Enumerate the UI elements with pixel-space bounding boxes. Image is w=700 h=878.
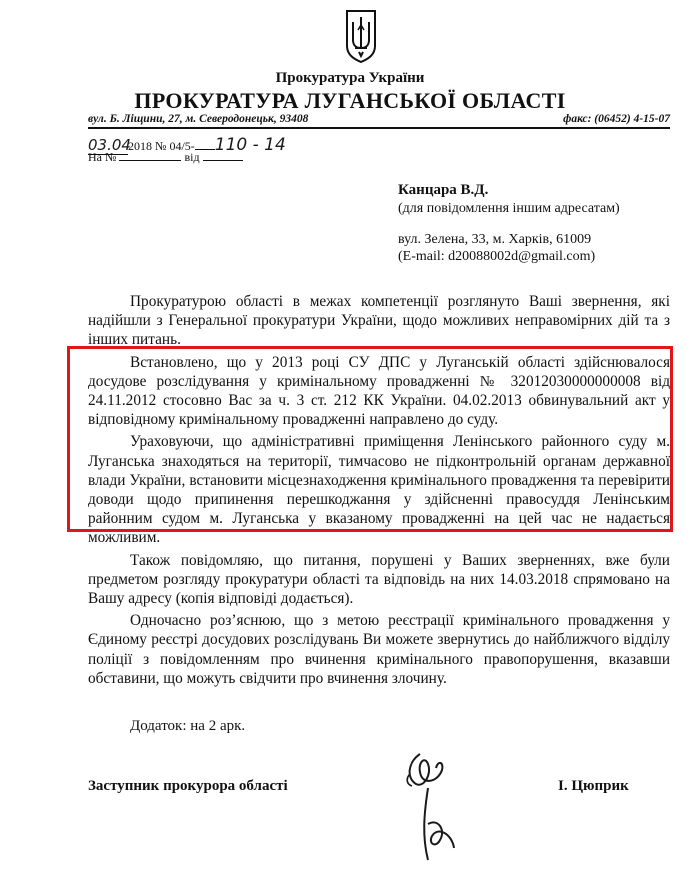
- reference-line: [88, 150, 243, 165]
- signatory-title: Заступник прокурора області: [88, 778, 288, 794]
- signatory-name: І. Цюприк: [558, 778, 629, 794]
- handwritten-date: 03.04: [88, 136, 131, 154]
- recipient-street: вул. Зелена, 33, м. Харків, 61009: [398, 232, 592, 247]
- recipient-block: [398, 182, 620, 265]
- body-paragraph-1: Прокуратурою області в межах компетенції розглянуто Ваші звернення, які надійшли з Генеральної прокуратури України, щодо можливих неправомірних дій та з інших питань.: [88, 293, 670, 349]
- body-paragraph-2: Встановлено, що у 2013 році СУ ДПС у Луганській області здійснювалося досудове розслідування у кримінальному провадженні № 32012030000000008 від 24.11.2012 стосовно Вас за ч. 3 ст. 212 КК України. 04.02.2013 обвинувальний акт у відповідному кримінальному провадженні направлено до суду.: [88, 353, 670, 429]
- trident-emblem-icon: [344, 8, 378, 64]
- red-highlight-box: [67, 346, 673, 532]
- office-title: ПРОКУРАТУРА ЛУГАНСЬКОЇ ОБЛАСТІ: [134, 88, 566, 113]
- body-paragraph-3: Ураховуючи, що адміністративні приміщення Ленінського районного суду м. Луганська знаходяться на території, тимчасово не підконтрольній органам державної влади України, встановити місцезнаходження кримінального провадження та перевірити доводи щодо припинення перешкоджання у здійсненні правосуддя Ленінським районним судом м. Луганська у вказаному провадженні на цей час не надається можливим.: [88, 433, 670, 547]
- letterhead-address-line: [88, 113, 670, 129]
- recipient-name: Канцара В.Д.: [398, 182, 489, 198]
- recipient-email: (E-mail: d20088002d@gmail.com): [398, 249, 596, 264]
- on-no-label: На №: [88, 150, 117, 164]
- handwritten-number: 110 - 14: [214, 135, 286, 155]
- attachment-note: Додаток: на 2 арк.: [130, 718, 246, 734]
- office-line-1: Прокуратура України: [275, 70, 425, 86]
- body-paragraph-4: Також повідомляю, що питання, порушені у Ваших зверненнях, вже були предметом розгляду прокуратури області та відповідь на них 14.03.2018 спрямовано на Вашу адресу (копія відповіді додається).: [88, 551, 670, 608]
- office-address: вул. Б. Ліщини, 27, м. Северодонецьк, 93408: [88, 113, 309, 125]
- recipient-note: (для повідомлення іншим адресатам): [398, 201, 620, 216]
- body-paragraph-5: Одночасно роз’яснюю, що з метою реєстрації кримінального провадження у Єдиному реєстрі досудових розслідувань Ви можете звернутись до найближчого відділу поліції з повідомленням про вчинення кримінального правопорушення, вказавши обставини, що можуть свідчити про вчинення злочину.: [88, 612, 670, 687]
- handwritten-signature-icon: [398, 744, 478, 872]
- printed-date-number: 2018 № 04/5-: [128, 139, 195, 153]
- from-label: від: [184, 150, 200, 164]
- office-fax: факс: (06452) 4-15-07: [563, 113, 670, 125]
